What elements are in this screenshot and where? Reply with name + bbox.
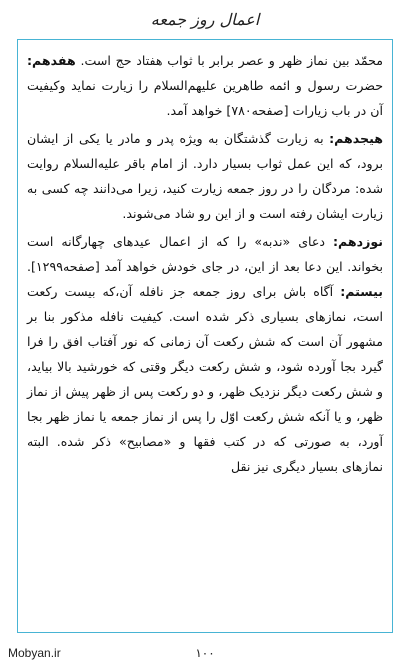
section-keyword: هیجدهم: [329, 131, 383, 146]
paragraph-text: آگاه باش برای روز جمعه جز نافله آن،که بیست رکعت است، نمازهای بسیاری ذکر شده است. کیفیت نافله مذکور بنا بر مشهور آن است که شش رکعت آن زمانی که نور آفتاب افق را فرا گیرد بجا آورده شود، و شش رکعت دیگر وقتی که خورشید بالا بیاید، و شش رکعت دیگر نزدیک ظهر، و دو رکعت پس از ظهر پیش از نماز ظهر، و یا آنکه شش رکعت اوّل را پس از نماز جمعه یا نماز ظهر بجا آورد، به صورتی که در کتب فقها و «مصابیح» ذکر شده. البته نمازهای بسیار دیگری نیز نقل [27, 284, 383, 474]
paragraph [27, 229, 383, 479]
page-number: ۱۰۰ [195, 646, 215, 660]
paragraph [27, 48, 383, 123]
paragraph [27, 126, 383, 226]
paragraph-text: حضرت رسول و ائمه طاهرین علیهم‌السلام را زیارت نماید وکیفیت آن در باب زیارات [صفحه۷۸۰] خواهد آمد. [27, 78, 383, 118]
section-keyword: نوزدهم: [333, 234, 383, 249]
section-keyword: هفدهم: [27, 53, 76, 68]
page-header-title: اعمال روز جمعه [150, 10, 260, 29]
paragraph-text: محمّد بین نماز ظهر و عصر برابر با ثواب هفتاد حج است. [75, 53, 383, 68]
page-frame [17, 39, 393, 633]
paragraph-text: دعای «ندبه» را که از اعمال عیدهای چهارگانه است بخواند. این دعا بعد از این، در جای خودش خواهد آمد [صفحه۱۲۹۹]. [27, 234, 383, 274]
section-keyword: بیستم: [340, 284, 383, 299]
site-watermark: Mobyan.ir [8, 646, 61, 660]
paragraph-text: به زیارت گذشتگان به ویژه پدر و مادر یا یکی از ایشان برود، که این عمل ثواب بسیار دارد. از امام باقر علیه‌السلام روایت شده: مردگان را در روز جمعه زیارت کنید، زیرا می‌دانند چه کسی به زیارت ایشان رفته است و از این رو شاد می‌شوند. [27, 131, 383, 221]
page-body [27, 48, 383, 479]
